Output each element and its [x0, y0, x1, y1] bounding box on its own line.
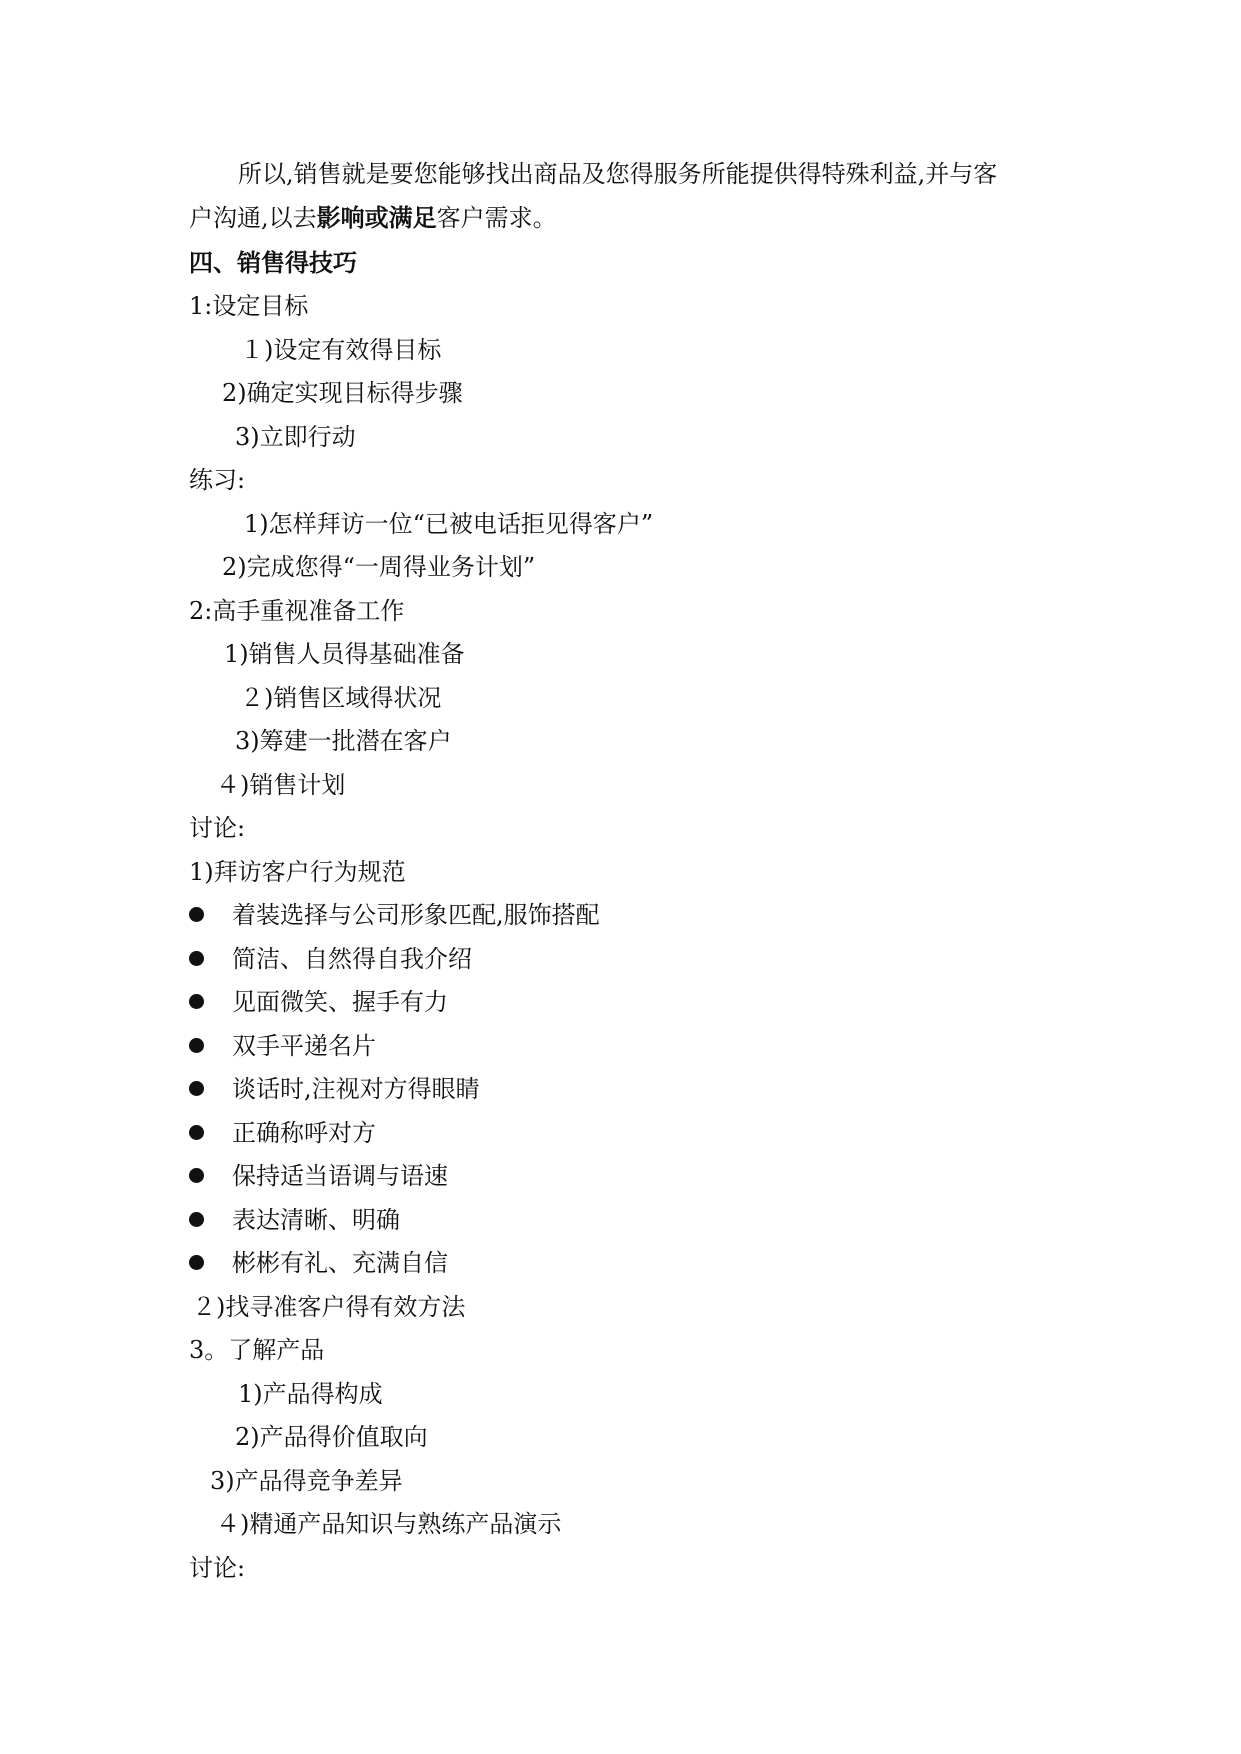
intro-line-2-start: 户沟通,以去	[189, 204, 317, 232]
s2-item-4: ４)销售计划	[216, 771, 346, 799]
s1-item-3: 3)立即行动	[235, 423, 356, 451]
bullet-item: 谈话时,注视对方得眼睛	[232, 1075, 480, 1103]
bullet-dot	[189, 1255, 204, 1270]
s1-item-2: 2)确定实现目标得步骤	[222, 379, 463, 407]
s2-item-2: ２)销售区域得状况	[240, 684, 442, 712]
intro-line-1: 所以,销售就是要您能够找出商品及您得服务所能提供得特殊利益,并与客	[238, 160, 998, 188]
s3-item-3: 3)产品得竞争差异	[210, 1467, 403, 1495]
bullet-item: 着装选择与公司形象匹配,服饰搭配	[232, 901, 600, 929]
s3-item-1: 1)产品得构成	[238, 1380, 383, 1408]
bullet-item: 简洁、自然得自我介绍	[232, 945, 472, 973]
s1-exercise-1: 1)怎样拜访一位“已被电话拒见得客户”	[244, 510, 654, 538]
s1-item-1: １)设定有效得目标	[240, 336, 442, 364]
s1-exercise-2: 2)完成您得“一周得业务计划”	[222, 553, 536, 581]
section-heading: 四、销售得技巧	[189, 248, 357, 277]
bullet-dot	[189, 994, 204, 1009]
s2-sub-1: 1)拜访客户行为规范	[189, 858, 406, 886]
s3-discussion-label: 讨论:	[189, 1554, 246, 1582]
bullet-dot	[189, 1168, 204, 1183]
s3-item-2: 2)产品得价值取向	[235, 1423, 428, 1451]
bullet-item: 表达清晰、明确	[232, 1206, 400, 1234]
s2-item-3: 3)筹建一批潜在客户	[235, 727, 452, 755]
bullet-dot	[189, 1212, 204, 1227]
intro-line-2-bold: 影响或满足	[316, 203, 437, 232]
bullet-item: 正确称呼对方	[232, 1119, 376, 1147]
intro-line-2	[189, 202, 557, 234]
s1-title: 1:设定目标	[189, 292, 309, 320]
s1-exercise-label: 练习:	[189, 466, 246, 494]
bullet-dot	[189, 1081, 204, 1096]
s3-title: 3。了解产品	[189, 1336, 325, 1364]
bullet-dot	[189, 951, 204, 966]
s2-item-1: 1)销售人员得基础准备	[224, 640, 465, 668]
s2-discussion-label: 讨论:	[189, 814, 246, 842]
bullet-item: 彬彬有礼、充满自信	[232, 1249, 448, 1277]
bullet-dot	[189, 1125, 204, 1140]
bullet-item: 双手平递名片	[232, 1032, 376, 1060]
bullet-dot	[189, 1038, 204, 1053]
bullet-dot	[189, 907, 204, 922]
intro-line-2-end: 客户需求。	[436, 204, 557, 232]
s2-title: 2:高手重视准备工作	[189, 597, 405, 625]
s3-item-4: ４)精通产品知识与熟练产品演示	[216, 1510, 562, 1538]
bullet-item: 见面微笑、握手有力	[232, 988, 448, 1016]
s2-sub-2: ２)找寻准客户得有效方法	[192, 1293, 466, 1321]
bullet-item: 保持适当语调与语速	[232, 1162, 448, 1190]
